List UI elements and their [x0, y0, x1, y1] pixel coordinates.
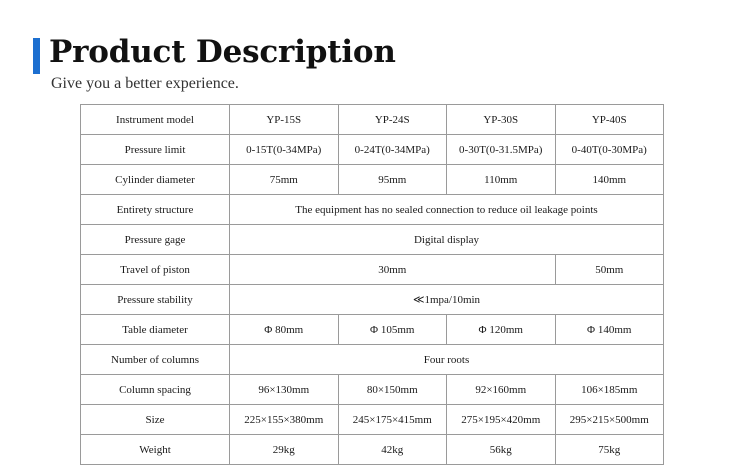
- table-cell: Digital display: [230, 225, 664, 255]
- row-label: Pressure gage: [81, 225, 230, 255]
- row-label: Column spacing: [81, 375, 230, 405]
- table-cell: 0-40T(0-30MPa): [555, 135, 664, 165]
- table-cell: 75kg: [555, 435, 664, 465]
- table-cell: 245×175×415mm: [338, 405, 447, 435]
- table-cell: Four roots: [230, 345, 664, 375]
- table-cell: 50mm: [555, 255, 664, 285]
- table-row: [81, 225, 664, 255]
- table-cell: ≪1mpa/10min: [230, 285, 664, 315]
- table-cell: 29kg: [230, 435, 339, 465]
- table-cell: 106×185mm: [555, 375, 664, 405]
- row-label: Cylinder diameter: [81, 165, 230, 195]
- title-block: [49, 34, 396, 93]
- table-cell: YP-24S: [338, 105, 447, 135]
- table-cell: YP-40S: [555, 105, 664, 135]
- row-label: Weight: [81, 435, 230, 465]
- table-cell: 140mm: [555, 165, 664, 195]
- table-cell: 75mm: [230, 165, 339, 195]
- table-row: [81, 435, 664, 465]
- specifications-table: [80, 104, 664, 465]
- table-cell: 42kg: [338, 435, 447, 465]
- page-subtitle: Give you a better experience.: [51, 75, 239, 92]
- table-row: [81, 195, 664, 225]
- table-cell: 96×130mm: [230, 375, 339, 405]
- row-label: Size: [81, 405, 230, 435]
- table-cell: YP-15S: [230, 105, 339, 135]
- table-row: [81, 375, 664, 405]
- table-row: [81, 285, 664, 315]
- table-cell: 80×150mm: [338, 375, 447, 405]
- table-row: [81, 315, 664, 345]
- accent-bar: [33, 38, 40, 74]
- table-row: [81, 135, 664, 165]
- row-label: Instrument model: [81, 105, 230, 135]
- row-label: Pressure stability: [81, 285, 230, 315]
- table-cell: 95mm: [338, 165, 447, 195]
- table-cell: Φ 120mm: [447, 315, 556, 345]
- table-row: [81, 255, 664, 285]
- table-cell: Φ 105mm: [338, 315, 447, 345]
- specifications-table-body: [81, 105, 664, 465]
- table-row: [81, 345, 664, 375]
- row-label: Entirety structure: [81, 195, 230, 225]
- table-cell: 225×155×380mm: [230, 405, 339, 435]
- table-cell: YP-30S: [447, 105, 556, 135]
- table-cell: The equipment has no sealed connection to reduce oil leakage points: [230, 195, 664, 225]
- page-header: [33, 34, 396, 93]
- row-label: Number of columns: [81, 345, 230, 375]
- row-label: Table diameter: [81, 315, 230, 345]
- table-cell: 92×160mm: [447, 375, 556, 405]
- table-cell: 0-15T(0-34MPa): [230, 135, 339, 165]
- table-row: [81, 105, 664, 135]
- page-title: Product Description: [49, 34, 396, 70]
- table-cell: 0-24T(0-34MPa): [338, 135, 447, 165]
- table-row: [81, 405, 664, 435]
- row-label: Travel of piston: [81, 255, 230, 285]
- table-row: [81, 165, 664, 195]
- row-label: Pressure limit: [81, 135, 230, 165]
- table-cell: 275×195×420mm: [447, 405, 556, 435]
- table-cell: 295×215×500mm: [555, 405, 664, 435]
- table-cell: Φ 80mm: [230, 315, 339, 345]
- table-cell: 110mm: [447, 165, 556, 195]
- table-cell: Φ 140mm: [555, 315, 664, 345]
- table-cell: 56kg: [447, 435, 556, 465]
- table-cell: 30mm: [230, 255, 556, 285]
- table-cell: 0-30T(0-31.5MPa): [447, 135, 556, 165]
